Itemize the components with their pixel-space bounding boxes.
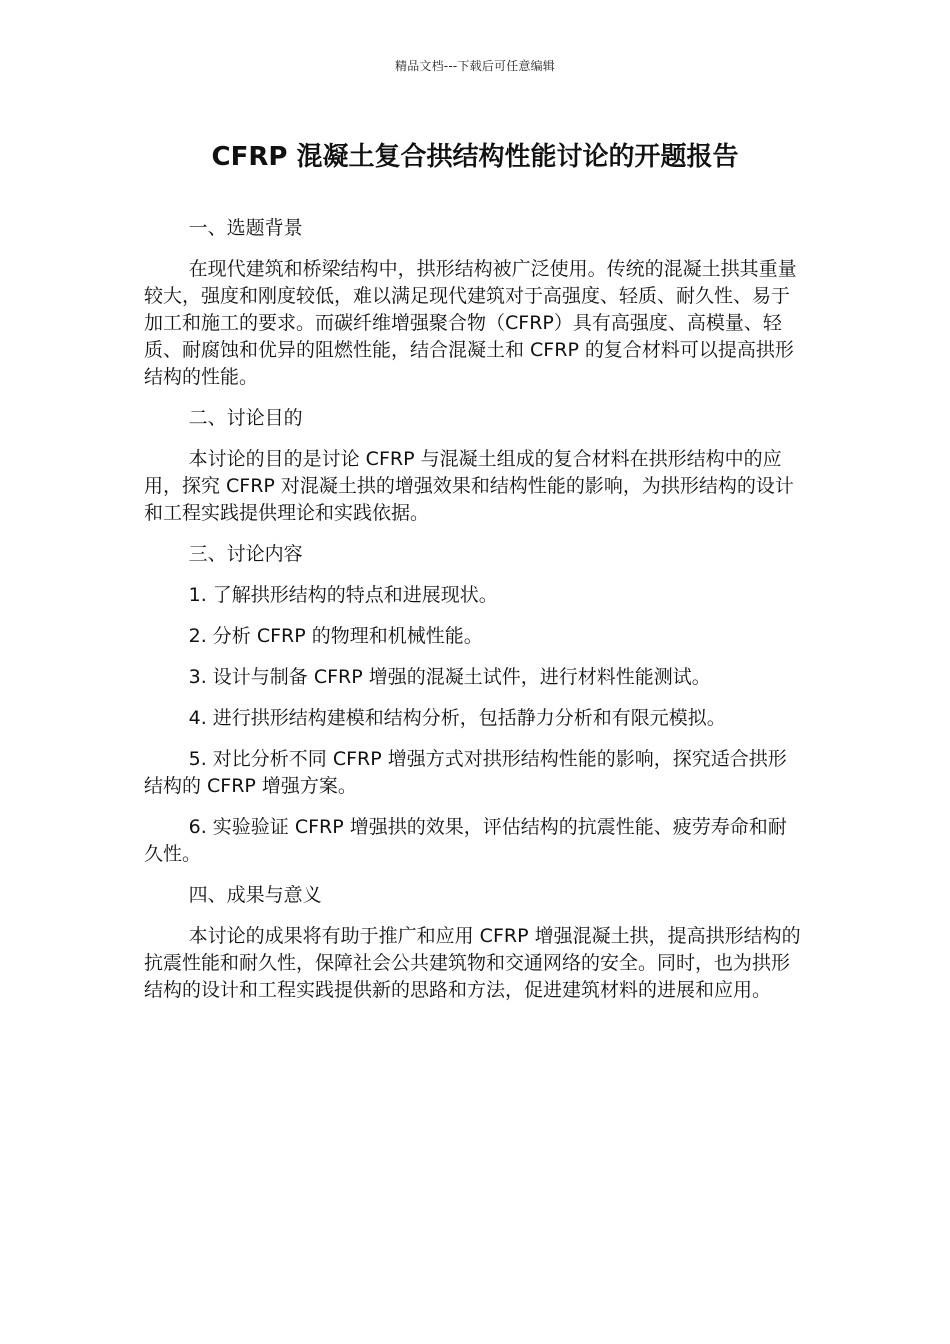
- section-body-outcome: 本讨论的成果将有助于推广和应用 CFRP 增强混凝土拱，提高拱形结构的抗震性能和耐久性，保障社会公共建筑物和交通网络的安全。同时，也为拱形结构的设计和工程实践提供新的思路和方法，促进建筑材料的进展和应用。: [144, 925, 801, 1001]
- list-item: 5. 对比分析不同 CFRP 增强方式对拱形结构性能的影响，探究适合拱形结构的 CFRP 增强方案。: [144, 748, 787, 797]
- list-item: 2. 分析 CFRP 的物理和机械性能。: [188, 625, 483, 647]
- section-heading-background: 一、选题背景: [188, 217, 303, 239]
- section-body-purpose: 本讨论的目的是讨论 CFRP 与混凝土组成的复合材料在拱形结构中的应用，探究 CFRP 对混凝土拱的增强效果和结构性能的影响，为拱形结构的设计和工程实践提供理论和实践依据。: [144, 448, 794, 524]
- list-item: 1. 了解拱形结构的特点和进展现状。: [188, 584, 498, 606]
- header-note: 精品文档---下载后可任意编辑: [395, 59, 555, 73]
- section-body-background: 在现代建筑和桥梁结构中，拱形结构被广泛使用。传统的混凝土拱其重量较大，强度和刚度较低，难以满足现代建筑对于高强度、轻质、耐久性、易于加工和施工的要求。而碳纤维增强聚合物（CFRP）具有高强度、高模量、轻质、耐腐蚀和优异的阻燃性能，结合混凝土和 CFRP 的复合材料可以提高拱形结构的性能。: [144, 258, 797, 388]
- document-title: CFRP 混凝土复合拱结构性能讨论的开题报告: [211, 142, 739, 172]
- section-heading-content: 三、讨论内容: [188, 543, 303, 565]
- list-item: 6. 实验验证 CFRP 增强拱的效果，评估结构的抗震性能、疲劳寿命和耐久性。: [144, 816, 787, 865]
- list-item: 4. 进行拱形结构建模和结构分析，包括静力分析和有限元模拟。: [188, 707, 726, 729]
- list-item: 3. 设计与制备 CFRP 增强的混凝土试件，进行材料性能测试。: [188, 666, 711, 688]
- document-body: [144, 215, 804, 1018]
- section-heading-outcome: 四、成果与意义: [188, 884, 322, 906]
- section-heading-purpose: 二、讨论目的: [188, 407, 303, 429]
